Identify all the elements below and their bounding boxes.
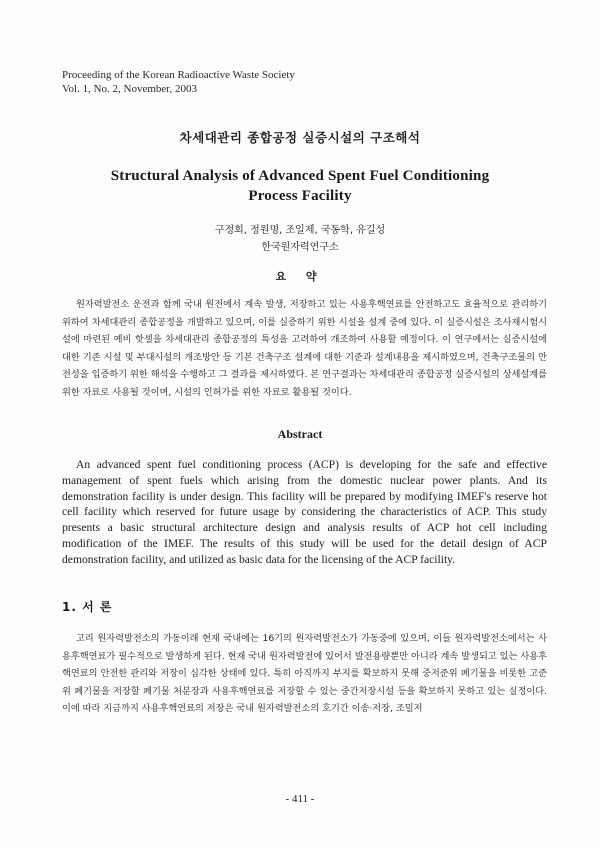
korean-abstract (62, 296, 547, 401)
english-abstract-text: An advanced spent fuel conditioning process (ACP) is developing for the safe and effective management of spent fuels which arising from the domestic nuclear power plants. And its demonstration facility is under design. This facility will be prepared by modifying IMEF's reserve hot cell facility which reserved for future usage by considering the characteristics of ACP. This study presents a basic structural architecture design and analysis results of ACP hot cell including modification of the IMEF. The results of this study will be used for the detail design of ACP demonstration facility, and utilized as basic data for the licensing of the ACP facility. (62, 458, 547, 566)
journal-header (62, 68, 295, 96)
author-block (0, 222, 600, 256)
title-korean: 차세대관리 종합공정 실증시설의 구조해석 (179, 130, 421, 145)
journal-volume: Vol. 1, No. 2, November, 2003 (62, 83, 198, 95)
journal-name: Proceeding of the Korean Radioactive Waste Society (62, 69, 295, 81)
korean-abstract-heading: 요 약 (275, 270, 325, 283)
author-names: 구정회, 정원명, 조일제, 국동학, 유길성 (214, 225, 386, 236)
section-heading-introduction: 1. 서 론 (62, 600, 113, 614)
page-number: - 411 - (285, 793, 315, 805)
korean-abstract-text: 원자력발전소 운전과 함께 국내 원전에서 계속 발생, 저장하고 있는 사용후핵연료를 안전하고도 효율적으로 관리하기 위하여 차세대관리 종합공정을 개발하고 있으며, 이를 실증하기 위한 시설을 설계 중에 있다. 이 실증시설은 조사재시험시설에 마련된 예비 핫셀을 차세대관리 종합공정의 특성을 고려하여 개조하여 사용할 예정이다. 이 연구에서는 실증시설에 대한 기존 시설 및 부대시설의 개조방안 등 기본 건축구조 설계에 대한 기준과 설계내용을 제시하였으며, 건축구조물의 안전성을 입증하기 위한 해석을 수행하고 그 결과를 제시하였다. 본 연구결과는 차세대관리 종합공정 실증시설의 상세설계를 위한 자료로 사용될 것이며, 시설의 인허가를 위한 자료로 활용될 것이다. (62, 299, 547, 398)
title-english: Structural Analysis of Advanced Spent Fuel Conditioning Process Facility (110, 168, 490, 204)
introduction-text: 고리 원자력발전소의 가동이래 현재 국내에는 16기의 원자력발전소가 가동중에 있으며, 이들 원자력발전소에서는 사용후핵연료가 필수적으로 발생하게 된다. 현재 국내 원자력발전에 있어서 발전용량뿐만 아니라 계속 발생되고 있는 사용후핵연료의 안전한 관리와 저장이 심각한 상태에 있다. 특히 아직까지 부지를 확보하지 못해 중저준위 폐기물을 비롯한 고준위 폐기물을 저장할 폐기물 처분장과 사용후핵연료를 저장할 수 있는 중간저장시설 등을 확보하지 못하고 있는 실정이다. 이에 따라 지금까지 사용후핵연료의 저장은 국내 원자력발전소의 호기간 이송·저장, 조밀저 (62, 633, 547, 714)
english-abstract-heading: Abstract (277, 427, 323, 441)
author-affiliation: 한국원자력연구소 (261, 242, 339, 253)
english-abstract (62, 457, 547, 568)
introduction-body (62, 630, 547, 718)
